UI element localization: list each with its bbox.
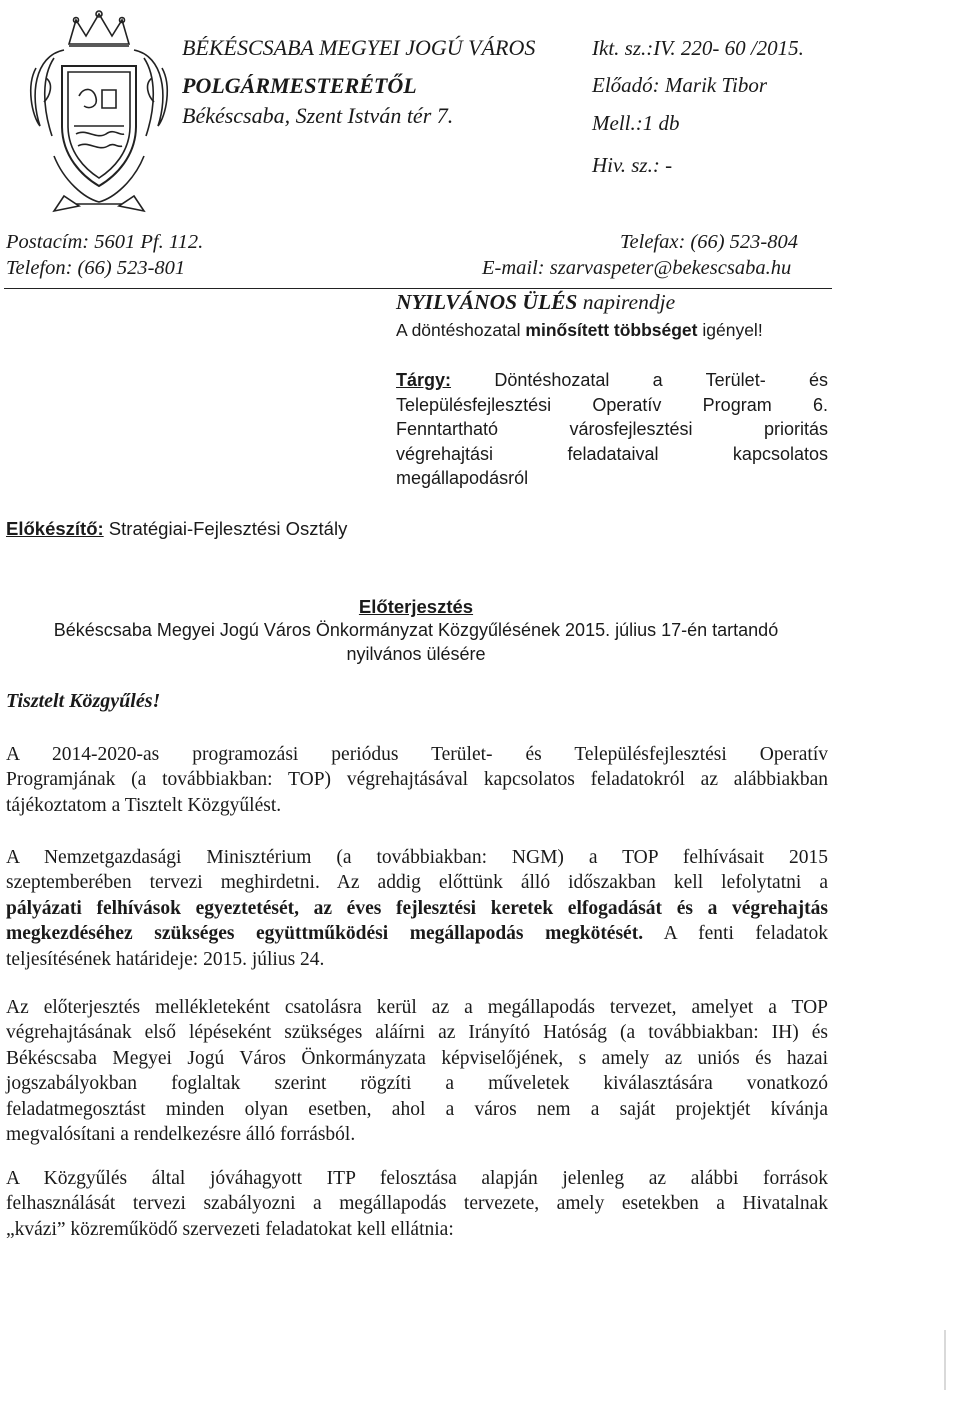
- decision-requirement: [396, 320, 763, 341]
- paragraph-1: [6, 742, 828, 818]
- city-coat-of-arms: [24, 6, 174, 218]
- city-name: BÉKÉSCSABA MEGYEI JOGÚ VÁROS: [182, 35, 536, 60]
- p3-line-5: feladatmegosztást minden olyan esetben, ahol a város nem a saját projektjét kívánja: [6, 1098, 828, 1120]
- scan-artifact: [944, 1330, 946, 1390]
- preparer-label: Előkészítő:: [6, 518, 104, 539]
- proposal-title: Előterjesztés: [358, 596, 474, 617]
- session-type-label: NYILVÁNOS ÜLÉS: [396, 290, 578, 314]
- proposal-session-line: Békéscsaba Megyei Jogú Város Önkormányzat Közgyűlésének 2015. július 17-én tartandó: [53, 620, 779, 640]
- session-type-suffix: napirendje: [577, 290, 676, 314]
- decision-prefix: A döntéshozatal: [396, 320, 526, 340]
- p4-line-1: A Közgyűlés által jóváhagyott ITP felosztása alapján jelenleg az alábbi források: [6, 1168, 828, 1189]
- subject-label: Tárgy:: [396, 370, 452, 390]
- office-address: Békéscsaba, Szent István tér 7.: [182, 103, 454, 128]
- subject-line-2: Településfejlesztési Operatív Program 6.: [396, 394, 828, 415]
- phone-number: Telefon: (66) 523-801: [6, 257, 186, 279]
- subject-line-4: végrehajtási feladataival kapcsolatos: [396, 443, 828, 464]
- subject-line-3: Fenntartható városfejlesztési prioritás: [396, 419, 828, 439]
- p4-line-3: „kvázi” közreműködő szervezeti feladatokat kell ellátnia:: [6, 1218, 454, 1240]
- paragraph-2: [6, 845, 828, 972]
- proposal-session-line-2: nyilvános ülésére: [346, 644, 486, 664]
- p3-line-6: megvalósítani a rendelkezésre álló forrásból.: [6, 1124, 356, 1146]
- email-address: E-mail: szarvaspeter@bekescsaba.hu: [482, 257, 792, 279]
- p3-line-2: végrehajtásának első lépéseként szükséges aláírni az Irányító Hatóság (a továbbiakban: IH) és: [6, 1022, 828, 1044]
- p1-line-3: tájékoztatom a Tisztelt Közgyűlést.: [6, 794, 282, 816]
- reference-number: Hiv. sz.: -: [592, 153, 673, 177]
- p2-line-4-rest: A fenti feladatok: [643, 923, 828, 945]
- subject-line-5: megállapodásról: [396, 468, 529, 488]
- decision-majority: minősített többséget: [525, 320, 698, 340]
- p2-line-4: [6, 921, 828, 946]
- coat-of-arms-icon: [24, 6, 174, 218]
- postal-address: Postacím: 5601 Pf. 112.: [6, 231, 204, 253]
- p4-line-2: felhasználását tervezi szabályozni a megállapodás tervezete, amely esetekben a Hivatalnak: [6, 1193, 828, 1215]
- p2-line-1: A Nemzetgazdasági Minisztérium (a továbbiakban: NGM) a TOP felhívásait 2015: [6, 847, 828, 868]
- session-type: [396, 290, 675, 315]
- preparer-value: Stratégiai-Fejlesztési Osztály: [103, 518, 348, 539]
- p1-line-2: Programjának (a továbbiakban: TOP) végrehajtásával kapcsolatos feladatokról az alábbiakban: [6, 769, 828, 791]
- presenter: Előadó: Marik Tibor: [592, 73, 768, 97]
- subject-line-1: [396, 368, 828, 393]
- subject-block: [396, 368, 828, 491]
- office-name: POLGÁRMESTERÉTŐL: [182, 73, 417, 98]
- header-divider: [4, 288, 832, 289]
- fax-number: Telefax: (66) 523-804: [620, 231, 799, 253]
- subject-text-1: Döntéshozatal a Terület- és: [451, 370, 828, 390]
- preparer: [6, 518, 347, 540]
- p3-line-1: Az előterjesztés mellékleteként csatolásra kerül az a megállapodás tervezet, amelyet a TOP: [6, 997, 828, 1018]
- registry-number: Ikt. sz.:IV. 220- 60 /2015.: [592, 36, 804, 60]
- p3-line-4: jogszabályokban foglaltak szerint rögzíti a műveletek kiválasztására vonatkozó: [6, 1073, 828, 1095]
- paragraph-3: [6, 995, 828, 1147]
- p2-line-2: szeptemberében tervezi meghirdetni. Az addig előttünk álló időszakban kell lefolytatni a: [6, 872, 828, 894]
- p1-line-1: A 2014-2020-as programozási periódus Terület- és Településfejlesztési Operatív: [6, 744, 828, 765]
- paragraph-4: [6, 1166, 828, 1242]
- p2-line-5: teljesítésének határideje: 2015. július 24.: [6, 948, 325, 970]
- p2-line-3: pályázati felhívások egyeztetését, az éves fejlesztési keretek elfogadását és a végrehajtás: [6, 897, 828, 919]
- p2-line-4-bold: megkezdéséhez szükséges együttműködési megállapodás megkötését.: [6, 923, 644, 945]
- attachment-count: Mell.:1 db: [592, 111, 680, 135]
- salutation: Tisztelt Közgyűlés!: [6, 690, 161, 712]
- decision-suffix: igényel!: [697, 320, 763, 340]
- p3-line-3: Békéscsaba Megyei Jogú Város Önkormányzata képviselőjének, s amely az uniós és hazai: [6, 1047, 828, 1069]
